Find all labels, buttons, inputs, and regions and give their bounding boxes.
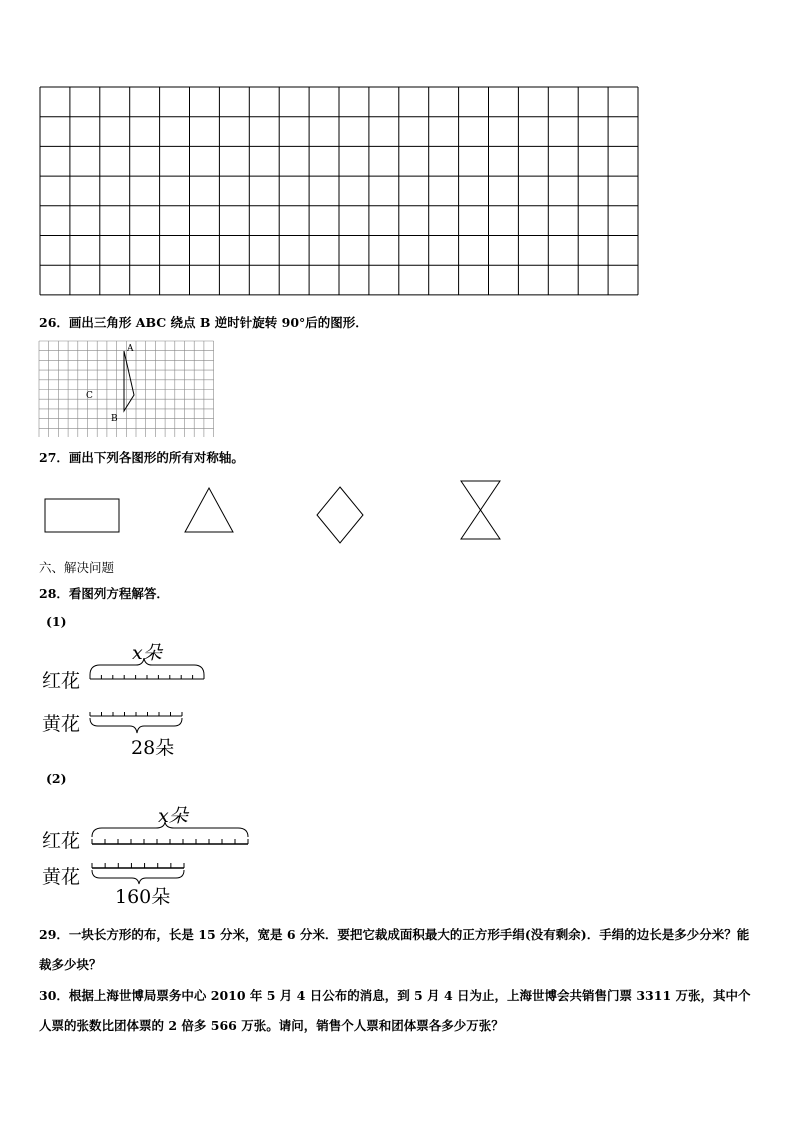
bottom-brace-2 [92,870,184,884]
line-diagram-2 [88,822,254,892]
top-brace-2 [92,822,248,837]
section-title: 六、解决问题 [39,560,115,575]
question-29: 29．一块长方形的布，长是 15 分米，宽是 6 分米．要把它裁成面积最大的正方形手绢(没有剩余)．手绢的边长是多少分米？能裁多少块？ [39,927,750,972]
part-2-label: (2) [46,771,67,786]
x-flowers-label-1: x朵 [132,642,162,664]
question-26: 26．画出三角形 ABC 绕点 B 逆时针旋转 90°后的图形． [39,315,368,330]
28-flowers-label: 28朵 [131,737,175,759]
question-28: 28．看图列方程解答． [39,586,169,601]
point-a-label: A [127,344,134,354]
hourglass-shape [461,481,500,539]
triangle-shape [185,488,233,532]
triangle-abc [124,351,134,411]
small-grid-lines [39,341,214,437]
red-flower-label-2: 红花 [42,830,81,852]
part-1-label: (1) [46,614,67,629]
point-b-label: B [111,414,118,424]
point-c-label: C [86,391,93,401]
yellow-flower-label-1: 黄花 [42,713,81,735]
drawing-grid [39,86,641,296]
question-27: 27．画出下列各图形的所有对称轴。 [39,450,244,465]
rectangle-shape [45,499,119,532]
bottom-brace-1 [90,718,182,733]
rhombus-shape [317,487,363,543]
red-ticks-1 [90,675,204,679]
symmetry-shapes [40,475,510,547]
x-flowers-label-2: x朵 [158,805,188,827]
yellow-flower-label-2: 黄花 [42,866,81,888]
question-30: 30．根据上海世博局票务中心 2010 年 5 月 4 日公布的消息，到 5 月 4 日为止，上海世博会共销售门票 3311 万张，其中个人票的张数比团体票的 2 倍多 566 万张。请问，销售个人票和团体票各多少万张？ [39,988,751,1033]
line-diagram-1 [88,658,208,738]
yellow-ticks-1 [90,712,182,716]
top-brace-1 [90,658,204,675]
red-flower-label-1: 红花 [42,670,81,692]
160-flowers-label: 160朵 [115,886,171,908]
rotation-grid [38,340,218,437]
